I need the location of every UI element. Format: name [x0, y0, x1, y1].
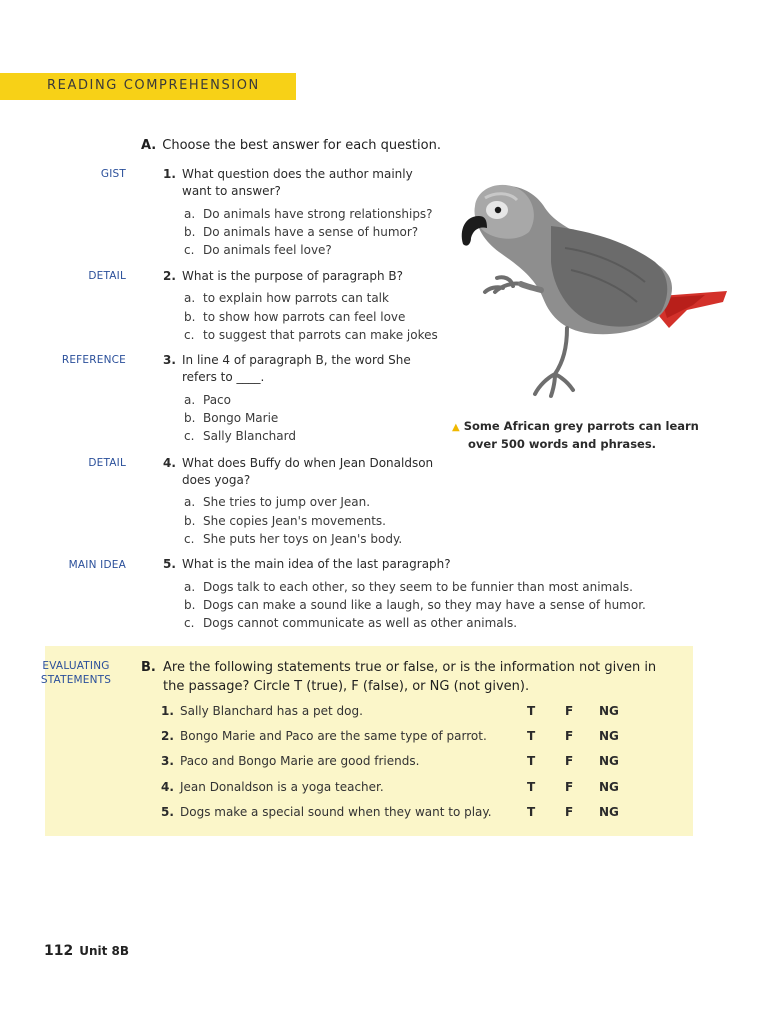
choice-false[interactable]: F [565, 805, 574, 819]
choice-false[interactable]: F [565, 754, 574, 768]
answer-option[interactable]: c. Dogs cannot communicate as well as other animals. [184, 616, 518, 630]
section-b-heading-line2: the passage? Circle T (true), F (false), or NG (not given). [163, 679, 530, 694]
statement-row [161, 780, 681, 800]
answer-option[interactable]: a. to explain how parrots can talk [184, 291, 389, 305]
statement-number: 4. [161, 780, 174, 794]
question-text-line1: What does Buffy do when Jean Donaldson [182, 456, 434, 470]
section-a-heading-text: Choose the best answer for each question. [162, 138, 441, 153]
choice-not-given[interactable]: NG [599, 729, 619, 743]
caption-arrow-icon: ▲ [452, 422, 460, 433]
section-b-panel [40, 646, 693, 836]
choice-true[interactable]: T [527, 729, 536, 743]
choice-not-given[interactable]: NG [599, 754, 619, 768]
statement-number: 1. [161, 704, 174, 718]
question-text-line2: does yoga? [182, 473, 251, 487]
parrot-standing-leg [535, 328, 573, 396]
unit-label: Unit 8B [79, 944, 130, 958]
statement-text: Bongo Marie and Paco are the same type of parrot. [180, 729, 487, 743]
statement-row [161, 754, 681, 774]
question-tag: DETAIL [88, 457, 126, 469]
caption-line-2: over 500 words and phrases. [468, 437, 657, 451]
answer-option[interactable]: c. She puts her toys on Jean's body. [184, 532, 403, 546]
image-caption [452, 418, 702, 453]
statement-number: 2. [161, 729, 174, 743]
answer-option[interactable]: b. Do animals have a sense of humor? [184, 225, 419, 239]
choice-true[interactable]: T [527, 754, 536, 768]
choice-true[interactable]: T [527, 704, 536, 718]
question-5 [163, 556, 502, 573]
section-a-letter: A. [141, 138, 157, 153]
statement-text: Sally Blanchard has a pet dog. [180, 704, 363, 718]
statement-row [161, 729, 681, 749]
parrot-eye [495, 207, 501, 213]
answer-option[interactable]: b. to show how parrots can feel love [184, 310, 406, 324]
question-text-line1: In line 4 of paragraph B, the word She [182, 353, 411, 367]
choice-false[interactable]: F [565, 729, 574, 743]
section-banner [0, 73, 296, 100]
question-text-line2: want to answer? [182, 184, 281, 198]
statement-text: Dogs make a special sound when they want to play. [180, 805, 492, 819]
page-footer [44, 943, 129, 959]
question-text-line1: What is the purpose of paragraph B? [182, 269, 403, 283]
choice-true[interactable]: T [527, 780, 536, 794]
answer-option[interactable]: a. Paco [184, 393, 231, 407]
question-tag: REFERENCE [61, 354, 126, 366]
question-number: 1. [163, 167, 176, 181]
choice-true[interactable]: T [527, 805, 536, 819]
answer-option[interactable]: c. Do animals feel love? [184, 243, 332, 257]
question-text-line1: What question does the author mainly [182, 167, 413, 181]
answer-option[interactable]: b. Bongo Marie [184, 411, 279, 425]
question-number: 4. [163, 456, 176, 470]
answer-option[interactable]: a. Do animals have strong relationships? [184, 207, 433, 221]
question-number: 5. [163, 557, 176, 571]
statement-number: 3. [161, 754, 174, 768]
question-tag: DETAIL [88, 270, 126, 282]
question-text-line1: What is the main idea of the last paragraph? [182, 557, 451, 571]
page-number: 112 [44, 943, 74, 959]
answer-option[interactable]: a. Dogs talk to each other, so they seem to be funnier than most animals. [184, 580, 633, 594]
answer-option[interactable]: c. to suggest that parrots can make jokes [184, 328, 438, 342]
answer-option[interactable]: a. She tries to jump over Jean. [184, 495, 371, 509]
statement-row [161, 805, 681, 825]
question-text-line2: refers to ____. [182, 370, 265, 384]
question-2 [163, 268, 442, 285]
section-a-heading [141, 138, 441, 153]
choice-not-given[interactable]: NG [599, 805, 619, 819]
answer-option[interactable]: b. Dogs can make a sound like a laugh, so they may have a sense of humor. [184, 598, 646, 612]
question-tag: GIST [100, 168, 126, 180]
parrot-raised-foot [485, 277, 521, 292]
african-grey-parrot-photo [455, 178, 735, 403]
question-3 [163, 352, 442, 386]
answer-option[interactable]: c. Sally Blanchard [184, 429, 296, 443]
answer-option[interactable]: b. She copies Jean's movements. [184, 514, 386, 528]
statement-row [161, 704, 681, 724]
banner-title: READING COMPREHENSION [47, 78, 260, 93]
section-b-tag [26, 659, 126, 687]
choice-false[interactable]: F [565, 704, 574, 718]
choice-false[interactable]: F [565, 780, 574, 794]
question-number: 3. [163, 353, 176, 367]
question-number: 2. [163, 269, 176, 283]
question-tag: MAIN IDEA [68, 559, 126, 571]
section-b-tag-line1: EVALUATING [42, 660, 110, 672]
statement-text: Paco and Bongo Marie are good friends. [180, 754, 420, 768]
section-b-heading-line1: Are the following statements true or false, or is the information not given in [163, 660, 657, 675]
section-b-heading [141, 658, 683, 696]
caption-line-1: Some African grey parrots can learn [463, 419, 699, 433]
statement-text: Jean Donaldson is a yoga teacher. [180, 780, 384, 794]
choice-not-given[interactable]: NG [599, 704, 619, 718]
question-1 [163, 166, 442, 200]
question-4 [163, 455, 452, 489]
section-b-letter: B. [141, 660, 156, 675]
section-b-tag-line2: STATEMENTS [40, 674, 112, 686]
choice-not-given[interactable]: NG [599, 780, 619, 794]
statement-number: 5. [161, 805, 174, 819]
